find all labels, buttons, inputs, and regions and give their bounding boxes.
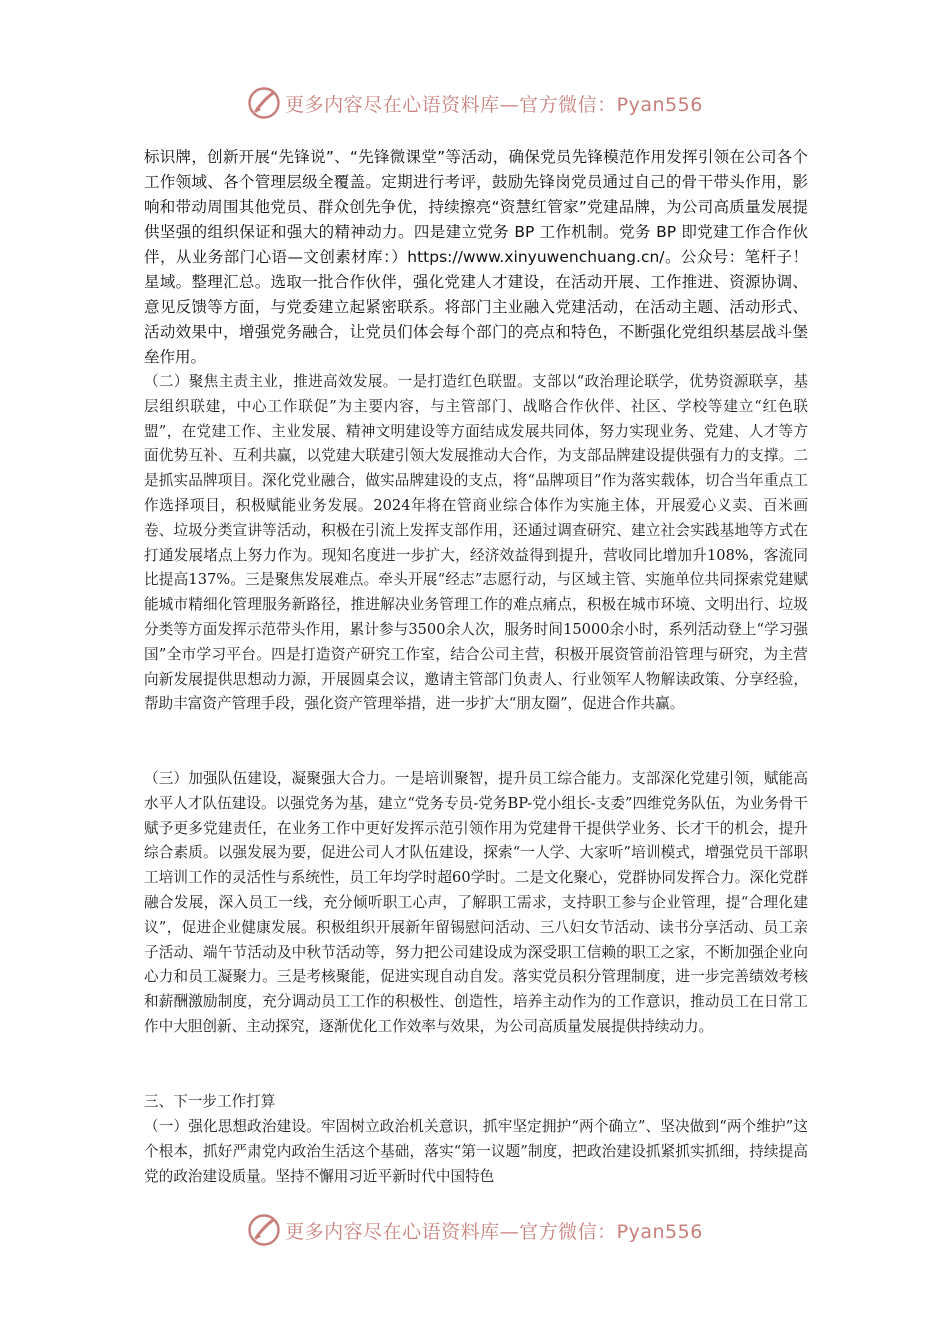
section-heading: 三、下一步工作打算 (144, 1093, 276, 1110)
header-watermark-banner (0, 83, 950, 123)
document-body (144, 145, 808, 1190)
banner-wechat-id: Pyan556 (616, 93, 703, 116)
body-paragraph-1: 标识牌，创新开展“先锋说”、“先锋微课堂”等活动，确保党员先锋模范作用发挥引领在公司各个工作领域、各个管理层级全覆盖。定期进行考评，鼓励先锋岗党员通过自己的骨干带头作用，影响和带动周围其他党员、群众创先争优，持续擦亮“资慧红管家”党建品牌，为公司高质量发展提供坚强的组织保证和强大的精神动力。四是建立党务 BP 工作机制。党务 BP 即党建工作合作伙伴，从业务部门心语—文创素材库：）https://www.xinyuwenchuang.cn/。公众号：笔杆子！星域。整理汇总。选取一批合作伙伴，强化党建人才建设，在活动开展、工作推进、资源协调、意见反馈等方面，与党委建立起紧密联系。将部门主业融入党建活动，在活动主题、活动形式、活动效果中，增强党务融合，让党员们体会每个部门的亮点和特色，不断强化党组织基层战斗堡垒作用。 (144, 148, 808, 366)
banner-text-cn: 更多内容尽在心语资料库—官方微信： (285, 1220, 617, 1243)
banner-text (285, 1217, 703, 1244)
banner-text-cn: 更多内容尽在心语资料库—官方微信： (285, 93, 617, 116)
banner-text (285, 90, 703, 117)
banner-wechat-id: Pyan556 (616, 1220, 703, 1243)
footer-watermark-banner (0, 1210, 950, 1250)
brush-logo-icon (247, 86, 281, 120)
body-paragraph-2: （二）聚焦主责主业，推进高效发展。一是打造红色联盟。支部以“政治理论联学，优势资源联享，基层组织联建，中心工作联促”为主要内容，与主管部门、战略合作伙伴、社区、学校等建立“红色联盟”，在党建工作、主业发展、精神文明建设等方面结成发展共同体，努力实现业务、党建、人才等方面优势互补、互利共赢，以党建大联建引领大发展推动大合作，为支部品牌建设提供强有力的支撑。二是抓实品牌项目。深化党业融合，做实品牌建设的支点，将“品牌项目”作为落实载体，切合当年重点工作选择项目，积极赋能业务发展。2024年将在管商业综合体作为实施主体，开展爱心义卖、百米画卷、垃圾分类宣讲等活动，积极在引流上发挥支部作用，还通过调查研究、建立社会实践基地等方式在打通发展堵点上努力作为。现知名度进一步扩大，经济效益得到提升，营收同比增加升108%，客流同比提高137%。三是聚焦发展难点。牵头开展“经志”志愿行动，与区域主管、实施单位共同探索党建赋能城市精细化管理服务新路径，推进解决业务管理工作的难点痛点，积极在城市环境、文明出行、垃圾分类等方面发挥示范带头作用，累计参与3500余人次，服务时间15000余小时，系列活动登上“学习强国”全市学习平台。四是打造资产研究工作室，结合公司主营，积极开展资管前沿管理与研究，为主营向新发展提供思想动力源，开展圆桌会议，邀请主管部门负责人、行业领军人物解读政策、分享经验，帮助丰富资产管理手段，强化资产管理举措，进一步扩大“朋友圈”，促进合作共赢。 (144, 373, 808, 713)
brush-logo-icon (247, 1213, 281, 1247)
body-paragraph-3: （三）加强队伍建设，凝聚强大合力。一是培训聚智，提升员工综合能力。支部深化党建引领，赋能高水平人才队伍建设。以强党务为基，建立“党务专员-党务BP-党小组长-支委”四维党务队伍，为业务骨干赋予更多党建责任，在业务工作中更好发挥示范引领作用为党建骨干提供学业务、长才干的机会，提升综合素质。以强发展为要，促进公司人才队伍建设，探索“一人学、大家听”培训模式，增强党员干部职工培训工作的灵活性与系统性，员工年均学时超60学时。二是文化聚心，党群协同发挥合力。深化党群融合发展，深入员工一线，充分倾听职工心声，了解职工需求，支持职工参与企业管理，提“合理化建议”，促进企业健康发展。积极组织开展新年留锡慰问活动、三八妇女节活动、读书分享活动、员工亲子活动、端午节活动及中秋节活动等，努力把公司建设成为深受职工信赖的职工之家，不断加强企业向心力和员工凝聚力。三是考核聚能，促进实现自动自发。落实党员积分管理制度，进一步完善绩效考核和薪酬激励制度，充分调动员工工作的积极性、创造性，培养主动作为的工作意识，推动员工在日常工作中大胆创新、主动探究，逐渐优化工作效率与效果，为公司高质量发展提供持续动力。 (144, 770, 808, 1035)
body-paragraph-4: （一）强化思想政治建设。牢固树立政治机关意识，抓牢坚定拥护“两个确立”、坚决做到“两个维护”这个根本，抓好严肃党内政治生活这个基础，落实“第一议题”制度，把政治建设抓紧抓实抓细，持续提高党的政治建设质量。坚持不懈用习近平新时代中国特色 (144, 1118, 808, 1185)
